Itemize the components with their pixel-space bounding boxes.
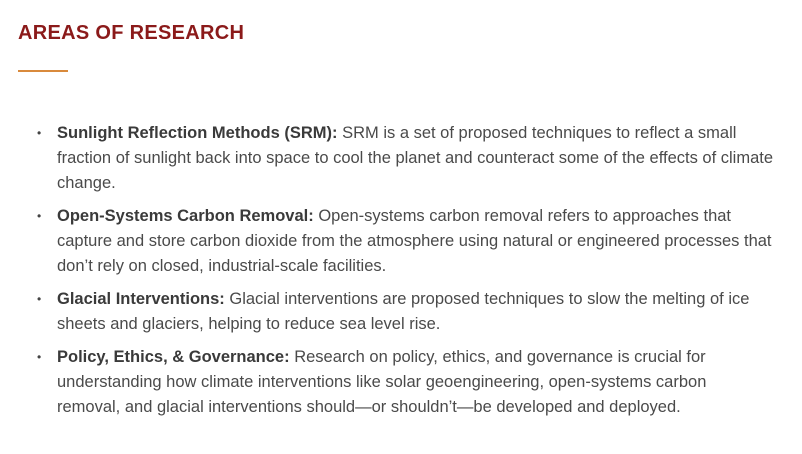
item-text: Open-systems carbon removal refers to approaches that capture and store carbon dioxide from the atmosphere using natural or engineered processes that don’t rely on closed, industrial-scale facilities. <box>57 207 772 275</box>
list-item <box>18 204 774 279</box>
item-text: Glacial interventions are proposed techniques to slow the melting of ice sheets and glaciers, helping to reduce sea level rise. <box>57 290 750 333</box>
bullet-icon: • <box>37 126 42 140</box>
bullet-icon: • <box>37 292 42 306</box>
list-item <box>18 121 774 196</box>
item-title: Sunlight Reflection Methods (SRM): <box>57 124 338 142</box>
item-title: Glacial Interventions: <box>57 290 225 308</box>
item-text: Research on policy, ethics, and governance is crucial for understanding how climate interventions like solar geoengineering, open-systems carbon removal, and glacial interventions should—or shouldn’t—be developed and deployed. <box>57 348 707 416</box>
heading-accent-rule <box>18 70 68 72</box>
list-item <box>18 345 774 420</box>
bullet-icon: • <box>37 209 42 223</box>
item-title: Policy, Ethics, & Governance: <box>57 348 290 366</box>
item-text: SRM is a set of proposed techniques to reflect a small fraction of sunlight back into space to cool the planet and counteract some of the effects of climate change. <box>57 124 774 192</box>
list-item <box>18 287 774 337</box>
section-heading: AREAS OF RESEARCH <box>18 22 245 44</box>
bullet-icon: • <box>37 350 42 364</box>
research-list <box>18 121 774 428</box>
item-title: Open-Systems Carbon Removal: <box>57 207 314 225</box>
